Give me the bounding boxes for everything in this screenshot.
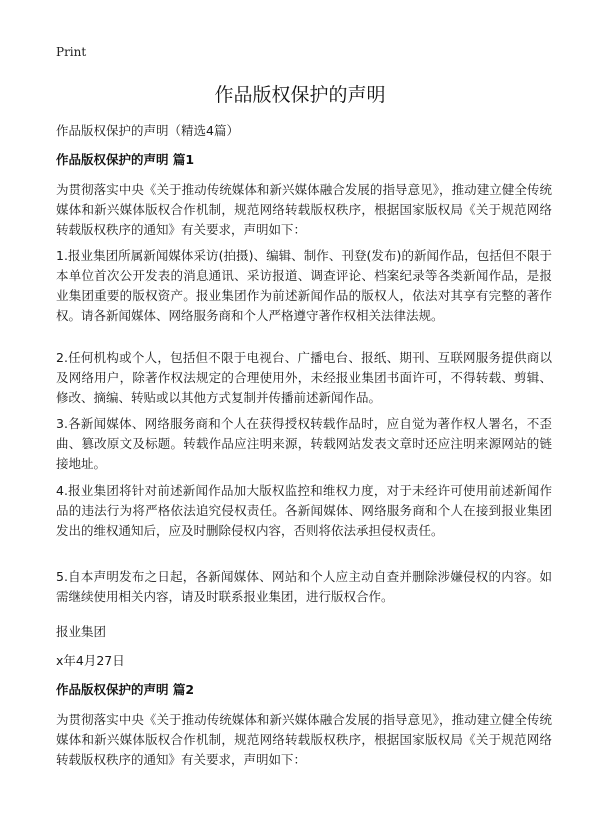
date: x年4月27日 [56,653,125,668]
document-title: 作品版权保护的声明 [214,84,386,106]
section-1-item-3: 3.各新闻媒体、网络服务商和个人在获得授权转载作品时，应自觉为著作权人署名，不歪曲、篡改原文及标题。转载作品应注明来源，转载网站发表文章时还应注明来源网站的链接地址。 [56,416,552,471]
signature: 报业集团 [56,624,107,639]
section-2-intro: 为贯彻落实中央《关于推动传统媒体和新兴媒体融合发展的指导意见》，推动建立健全传统媒体和新兴媒体版权合作机制，规范网络转载版权秩序，根据国家版权局《关于规范网络转载版权秩序的通知》有关要求，声明如下： [56,712,552,767]
section-1-item-5: 5.自本声明发布之日起，各新闻媒体、网站和个人应主动自查并删除涉嫌侵权的内容。如需继续使用相关内容，请及时联系报业集团，进行版权合作。 [56,569,552,604]
section-1-intro: 为贯彻落实中央《关于推动传统媒体和新兴媒体融合发展的指导意见》，推动建立健全传统媒体和新兴媒体版权合作机制，规范网络转载版权秩序，根据国家版权局《关于规范网络转载版权秩序的通知》有关要求，声明如下： [56,182,552,237]
section-1-item-1: 1.报业集团所属新闻媒体采访(拍摄)、编辑、制作、刊登(发布)的新闻作品，包括但不限于本单位首次公开发表的消息通讯、采访报道、调查评论、档案纪录等各类新闻作品，是报业集团重要的版权资产。报业集团作为前述新闻作品的版权人，依法对其享有完整的著作权。请各新闻媒体、网络服务商和个人严格遵守著作权相关法律法规。 [56,248,552,323]
section-2-heading: 作品版权保护的声明 篇2 [56,682,195,697]
section-1-heading: 作品版权保护的声明 篇1 [56,152,195,167]
print-link[interactable]: Print [56,45,87,59]
document-subtitle: 作品版权保护的声明（精选4篇） [56,123,239,138]
section-1-item-4: 4.报业集团将针对前述新闻作品加大版权监控和维权力度，对于未经许可使用前述新闻作品的违法行为将严格依法追究侵权责任。各新闻媒体、网络服务商和个人在接到报业集团发出的维权通知后，应及时删除侵权内容，否则将依法承担侵权责任。 [56,483,552,538]
section-1-item-2: 2.任何机构或个人，包括但不限于电视台、广播电台、报纸、期刊、互联网服务提供商以及网络用户，除著作权法规定的合理使用外，未经报业集团书面许可，不得转载、剪辑、修改、摘编、转贴或以其他方式复制并传播前述新闻作品。 [56,350,552,405]
